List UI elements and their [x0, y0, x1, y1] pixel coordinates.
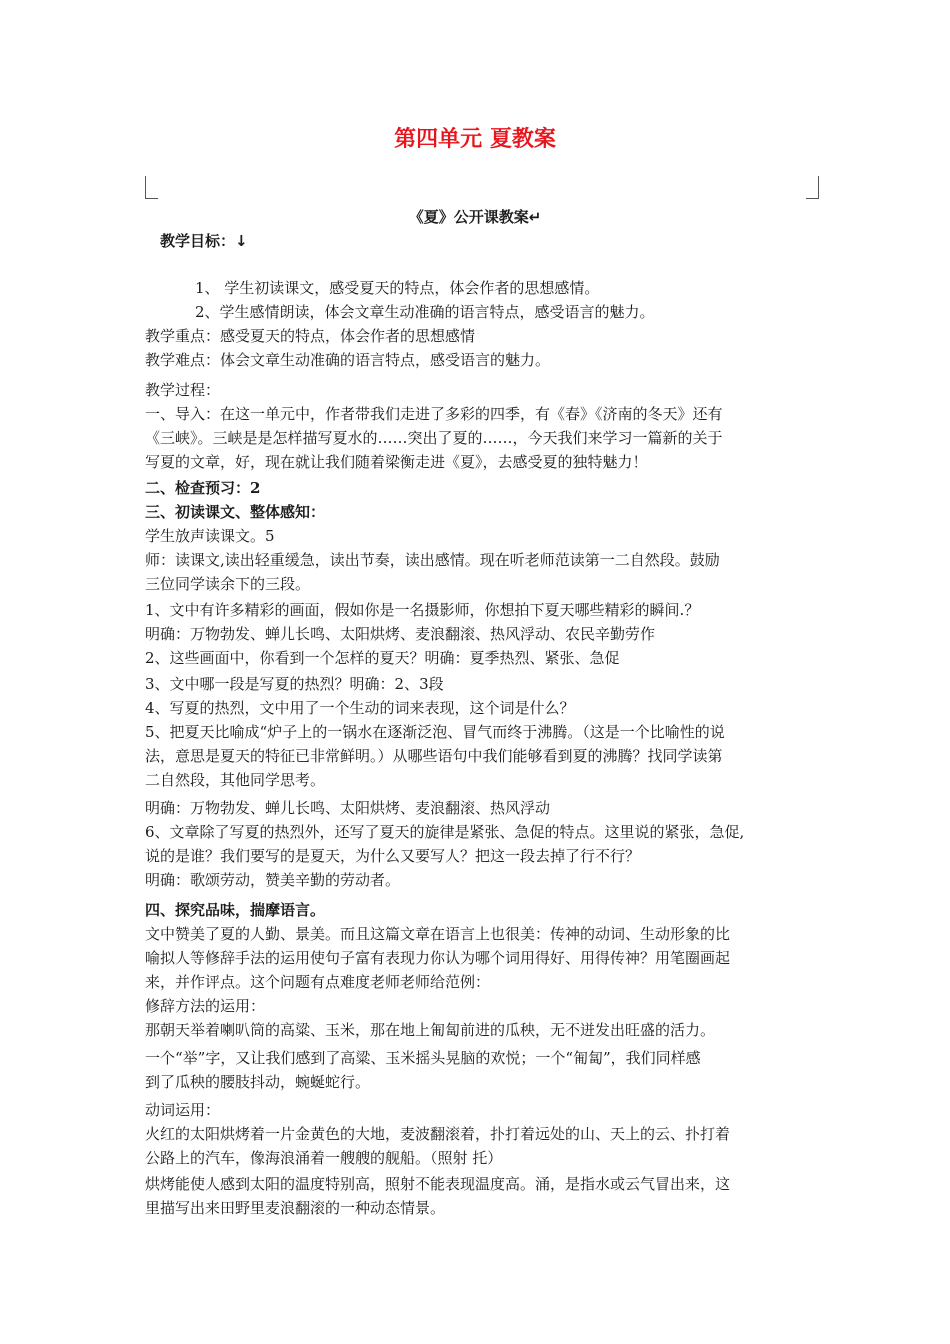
- text-line: 学生放声读课文。5: [145, 527, 275, 545]
- margin-corner-left: [145, 176, 158, 199]
- text-line: 一、导入：在这一单元中，作者带我们走进了多彩的四季，有《春》《济南的冬天》还有: [145, 405, 723, 423]
- text-line: 三位同学读余下的三段。: [145, 575, 311, 593]
- document-title: 第四单元 夏教案: [394, 127, 556, 152]
- text-line: 4、写夏的热烈，文中用了一个生动的词来表现，这个词是什么？: [145, 699, 575, 717]
- text-line: 喻拟人等修辞手法的运用使句子富有表现力你认为哪个词用得好、用得传神？用笔圈画起: [145, 949, 731, 967]
- text-line: 2、这些画面中，你看到一个怎样的夏天？明确：夏季热烈、紧张、急促: [145, 649, 620, 667]
- text-line: 明确：歌颂劳动，赞美辛勤的劳动者。: [145, 871, 401, 889]
- text-line: 2、学生感情朗读，体会文章生动准确的语言特点，感受语言的魅力。: [195, 303, 655, 321]
- text-line: 明确：万物勃发、蝉儿长鸣、太阳烘烤、麦浪翻滚、热风浮动: [145, 799, 551, 817]
- margin-corner-right: [806, 176, 819, 199]
- text-line: 说的是谁？我们要写的是夏天，为什么又要写人？把这一段去掉了行不行？: [145, 847, 641, 865]
- text-line: 《三峡》。三峡是是怎样描写夏水的……突出了夏的……，今天我们来学习一篇新的关于: [145, 429, 723, 447]
- text-line: 6、文章除了写夏的热烈外，还写了夏天的旋律是紧张、急促的特点。这里说的紧张，急促,: [145, 823, 745, 841]
- text-line: 到了瓜秧的腰肢抖动，蜿蜒蛇行。: [145, 1073, 371, 1091]
- text-line: 修辞方法的运用：: [145, 997, 266, 1015]
- text-line: 那朝天举着喇叭筒的高粱、玉米，那在地上匍匐前进的瓜秧，无不迸发出旺盛的活力。: [145, 1021, 716, 1039]
- text-line: 公路上的汽车，像海浪涌着一艘艘的舰船。（照射 托）: [145, 1149, 503, 1167]
- text-line: 来，并作评点。这个问题有点难度老师老师给范例：: [145, 973, 491, 991]
- text-line: 文中赞美了夏的人勤、景美。而且这篇文章在语言上也很美：传神的动词、生动形象的比: [145, 925, 731, 943]
- text-line: 三、初读课文、整体感知：: [145, 503, 326, 521]
- text-line: 动词运用：: [145, 1101, 221, 1119]
- text-line: 二、检查预习：2: [145, 479, 261, 497]
- text-line: 明确：万物勃发、蝉儿长鸣、太阳烘烤、麦浪翻滚、热风浮动、农民辛勤劳作: [145, 625, 656, 643]
- text-line: 教学难点：体会文章生动准确的语言特点，感受语言的魅力。: [145, 351, 551, 369]
- text-line: 法，意思是夏天的特征已非常鲜明。）从哪些语句中我们能够看到夏的沸腾？找同学读第: [145, 747, 723, 765]
- text-line: 一个“举”字，又让我们感到了高粱、玉米摇头晃脑的欢悦；一个“匍匐”，我们同样感: [145, 1049, 701, 1067]
- text-line: 1、文中有许多精彩的画面，假如你是一名摄影师，你想拍下夏天哪些精彩的瞬间.？: [145, 601, 700, 619]
- objectives-heading: 教学目标：↓: [160, 232, 248, 250]
- text-line: 3、文中哪一段是写夏的热烈？明确：2、3段: [145, 675, 444, 693]
- text-line: 火红的太阳烘烤着一片金黄色的大地，麦波翻滚着，扑打着远处的山、天上的云、扑打着: [145, 1125, 731, 1143]
- text-line: 5、把夏天比喻成“炉子上的一锅水在逐渐泛泡、冒气而终于沸腾。（这是一个比喻性的说: [145, 723, 725, 741]
- text-line: 教学重点：感受夏天的特点，体会作者的思想感情: [145, 327, 476, 345]
- text-line: 教学过程：: [145, 381, 221, 399]
- document-subtitle: 《夏》公开课教案↵: [408, 208, 542, 226]
- text-line: 里描写出来田野里麦浪翻滚的一种动态情景。: [145, 1199, 446, 1217]
- text-line: 二自然段，其他同学思考。: [145, 771, 326, 789]
- text-line: 烘烤能使人感到太阳的温度特别高，照射不能表现温度高。涌，是指水或云气冒出来，这: [145, 1175, 731, 1193]
- text-line: 1、 学生初读课文，感受夏天的特点，体会作者的思想感情。: [195, 279, 600, 297]
- text-line: 师：读课文,读出轻重缓急，读出节奏，读出感情。现在听老师范读第一二自然段。鼓励: [145, 551, 720, 569]
- text-line: 写夏的文章，好，现在就让我们随着梁衡走进《夏》，去感受夏的独特魅力！: [145, 453, 648, 471]
- text-line: 四、探究品味，揣摩语言。: [145, 901, 326, 919]
